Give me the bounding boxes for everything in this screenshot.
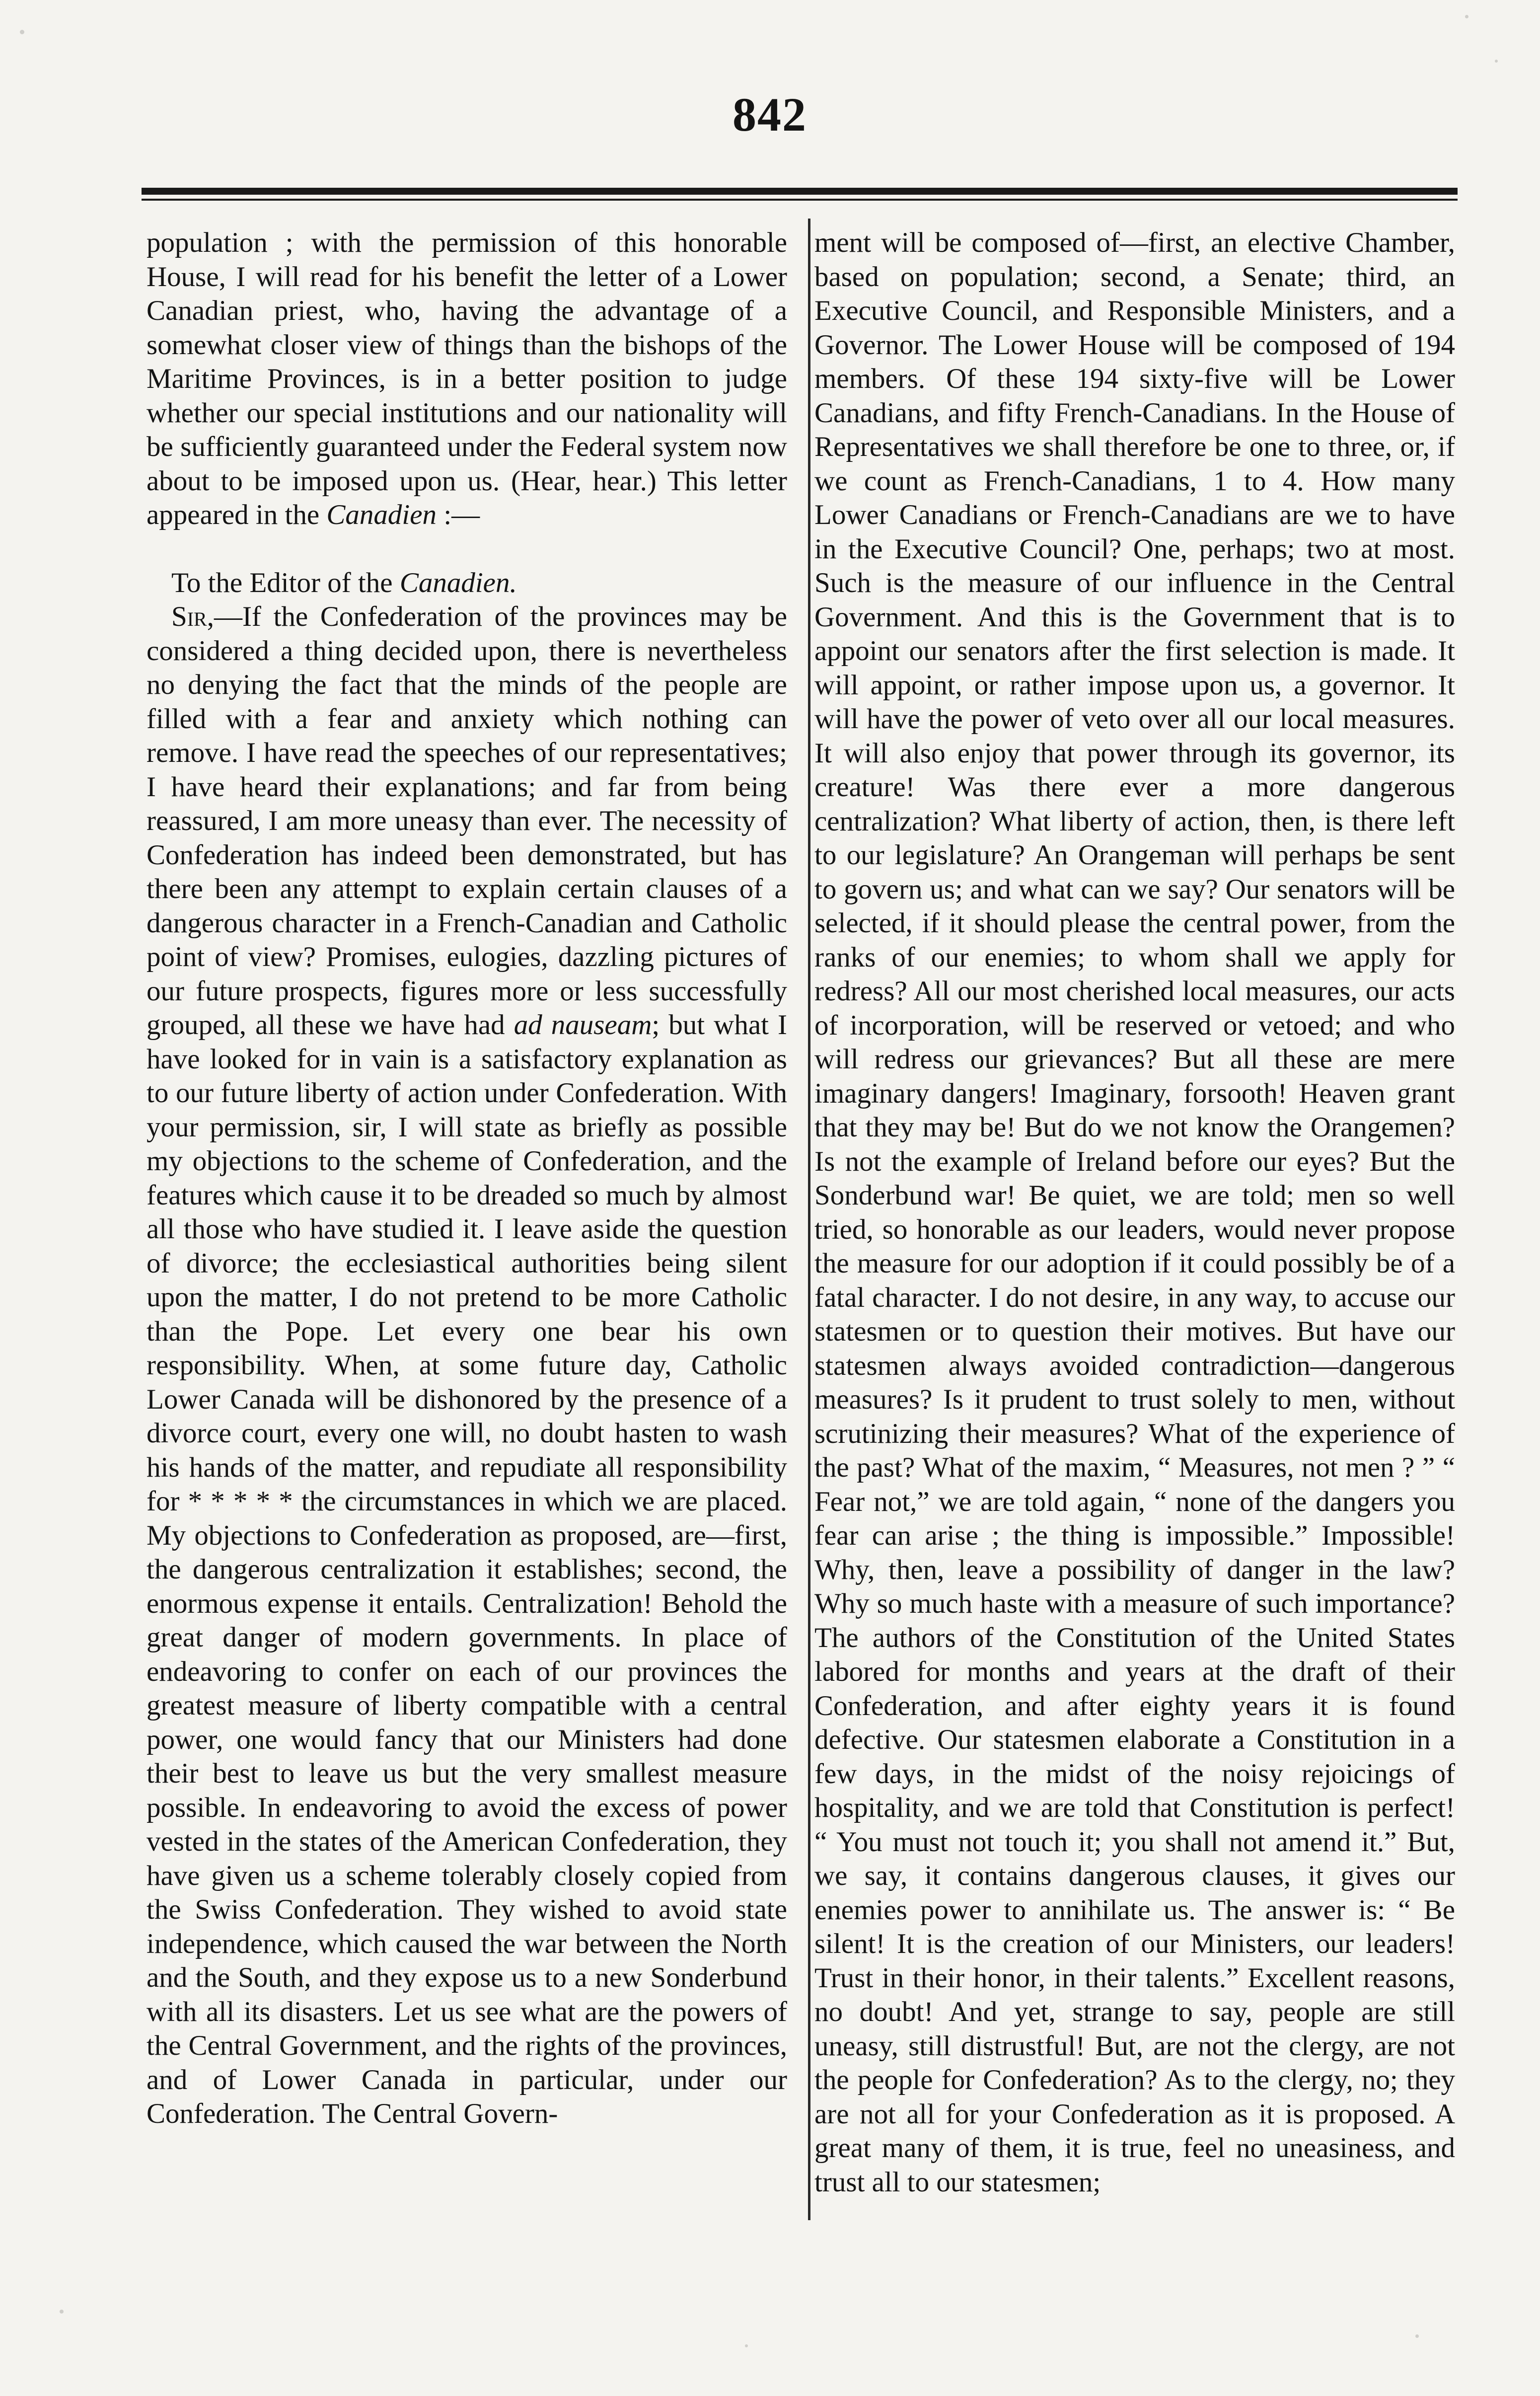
- latin-phrase: ad nauseam: [513, 1009, 652, 1041]
- letter-body: [147, 600, 787, 2131]
- letter-continued: ment will be composed of—first, an elective Chamber, based on population; second, a Senate; third, an Executive Council, and Responsible Ministers, and a Governor. The Lower House will be composed of 194 members. Of these 194 sixty-five will be Lower Canadians, and fifty French-Canadians. In the House of Representatives we shall therefore be one to three, or, if we count as French-Canadians, 1 to 4. How many Lower Canadians or French-Canadians are we to have in the Executive Council? One, perhaps; two at most. Such is the measure of our influence in the Central Government. And this is the Government that is to appoint our senators after the first selection is made. It will appoint, or rather impose upon us, a governor. It will have the power of veto over all our local measures. It will also enjoy that power through its governor, its creature! Was there ever a more dangerous centralization? What liberty of action, then, is there left to our legislature? An Orangeman will perhaps be sent to govern us; and what can we say? Our senators will be selected, if it should please the central power, from the ranks of our enemies; to whom shall we apply for redress? All our most cherished local measures, our acts of incorporation, will be reserved or vetoed; and who will redress our grievances? But all these are mere imaginary dangers! Imaginary, forsooth! Heaven grant that they may be! But do we not know the Orangemen? Is not the example of Ireland before our eyes? But the Sonderbund war! Be quiet, we are told; men so well tried, so honorable as our leaders, would never propose the measure for our adoption if it could possibly be of a fatal character. I do not desire, in any way, to accuse our statesmen or to question their motives. But have our statesmen always avoided contradiction—dangerous measures? Is it prudent to trust solely to men, without scrutinizing their measures? What of the experience of the past? What of the maxim, “ Measures, not men ? ” “ Fear not,” we are told again, “ none of the dangers you fear can arise ; the thing is impossible.” Impossible! Why, then, leave a possibility of danger in the law? Why so much haste with a measure of such importance? The authors of the Constitution of the United States labored for months and years at the draft of their Confederation, and after eighty years it is found defective. Our statesmen elaborate a Constitution in a few days, in the midst of the noisy rejoicings of hospitality, and we are told that Constitution is perfect! “ You must not touch it; you shall not amend it.” But, we say, it contains dangerous clauses, it gives our enemies power to annihilate us. The answer is: “ Be silent! It is the creation of our Ministers, our leaders! Trust in their honor, in their talents.” Excellent reasons, no doubt! And yet, strange to say, people are still uneasy, still distrustful! But, are not the clergy, are not the people for Confederation? As to the clergy, no; they are not all for your Confederation as it is proposed. A great many of them, it is true, feel no uneasiness, and trust all to our statesmen;: [814, 227, 1455, 2198]
- letter-body-text-a: —If the Confederation of the provinces may be considered a thing decided upon, there is nevertheless no denying the fact that the minds of the people are filled with a fear and anxiety which nothing can remove. I have read the speeches of our representatives; I have heard their explanations; and far from being reassured, I am more uneasy than ever. The necessity of Confederation has indeed been demonstrated, but has there been any attempt to explain certain clauses of a dangerous character in a French-Canadian and Catholic point of view? Promises, eulogies, dazzling pictures of our future prospects, figures more or less successfully grouped, all these we have had: [147, 601, 787, 1041]
- letter-heading: [147, 566, 787, 600]
- page-number: 842: [733, 88, 807, 141]
- scan-speck: [1415, 2334, 1419, 2338]
- letter-body-text-b: ; but what I have looked for in vain is a satisfactory explanation as to our future liberty of action under Confederation. With your permission, sir, I will state as briefly as possible my objections to the scheme of Confederation, and the features which cause it to be dreaded so much by almost all those who have studied it. I leave aside the question of divorce; the ecclesiastical authorities being silent upon the matter, I do not pretend to be more Catholic than the Pope. Let every one bear his own responsibility. When, at some future day, Catholic Lower Canada will be dishonored by the presence of a divorce court, every one will, no doubt hasten to wash his hands of the matter, and repudiate all responsibility for * * * * * the circumstances in which we are placed. My objections to Confederation as proposed, are—first, the dangerous centralization it establishes; second, the enormous expense it entails. Centralization! Behold the great danger of modern governments. In place of endeavoring to confer on each of our provinces the greatest measure of liberty compatible with a central power, one would fancy that our Ministers had done their best to leave us but the very smallest measure possible. In endeavoring to avoid the excess of power vested in the states of the American Confederation, they have given us a scheme tolerably closely copied from the Swiss Confederation. They wished to avoid state independence, which caused the war between the North and the South, and they expose us to a new Sonderbund with all its disasters. Let us see what are the powers of the Central Government, and the rights of the provinces, and of Lower Canada in particular, under our Confederation. The Central Govern-: [147, 1009, 787, 2129]
- paragraph-intro-text: population ; with the permission of this honorable House, I will read for his benefit the letter of a Lower Canadian priest, who, having the advantage of a somewhat closer view of things than the bishops of the Maritime Provinces, is in a better position to judge whether our special institutions and our nationality will be sufficiently guaranteed under the Federal system now about to be imposed upon us. (Hear, hear.) This letter appeared in the: [147, 227, 787, 530]
- letter-heading-paper: Canadien.: [399, 567, 517, 599]
- left-column: [147, 226, 787, 2131]
- scan-speck: [1495, 60, 1498, 63]
- right-column: [814, 226, 1455, 2199]
- scan-speck: [20, 30, 24, 34]
- header-rule: [142, 188, 1458, 195]
- header-rule-thin: [142, 199, 1458, 201]
- scan-speck: [60, 2310, 64, 2314]
- newspaper-name: Canadien: [326, 499, 437, 530]
- paragraph-intro: [147, 226, 787, 532]
- salutation: Sir,: [171, 601, 214, 632]
- paragraph-intro-end: :—: [443, 499, 480, 530]
- letter-heading-text: To the Editor of the: [171, 567, 393, 599]
- scan-speck: [1465, 15, 1468, 18]
- scan-speck: [745, 2344, 748, 2347]
- column-divider: [808, 219, 810, 2220]
